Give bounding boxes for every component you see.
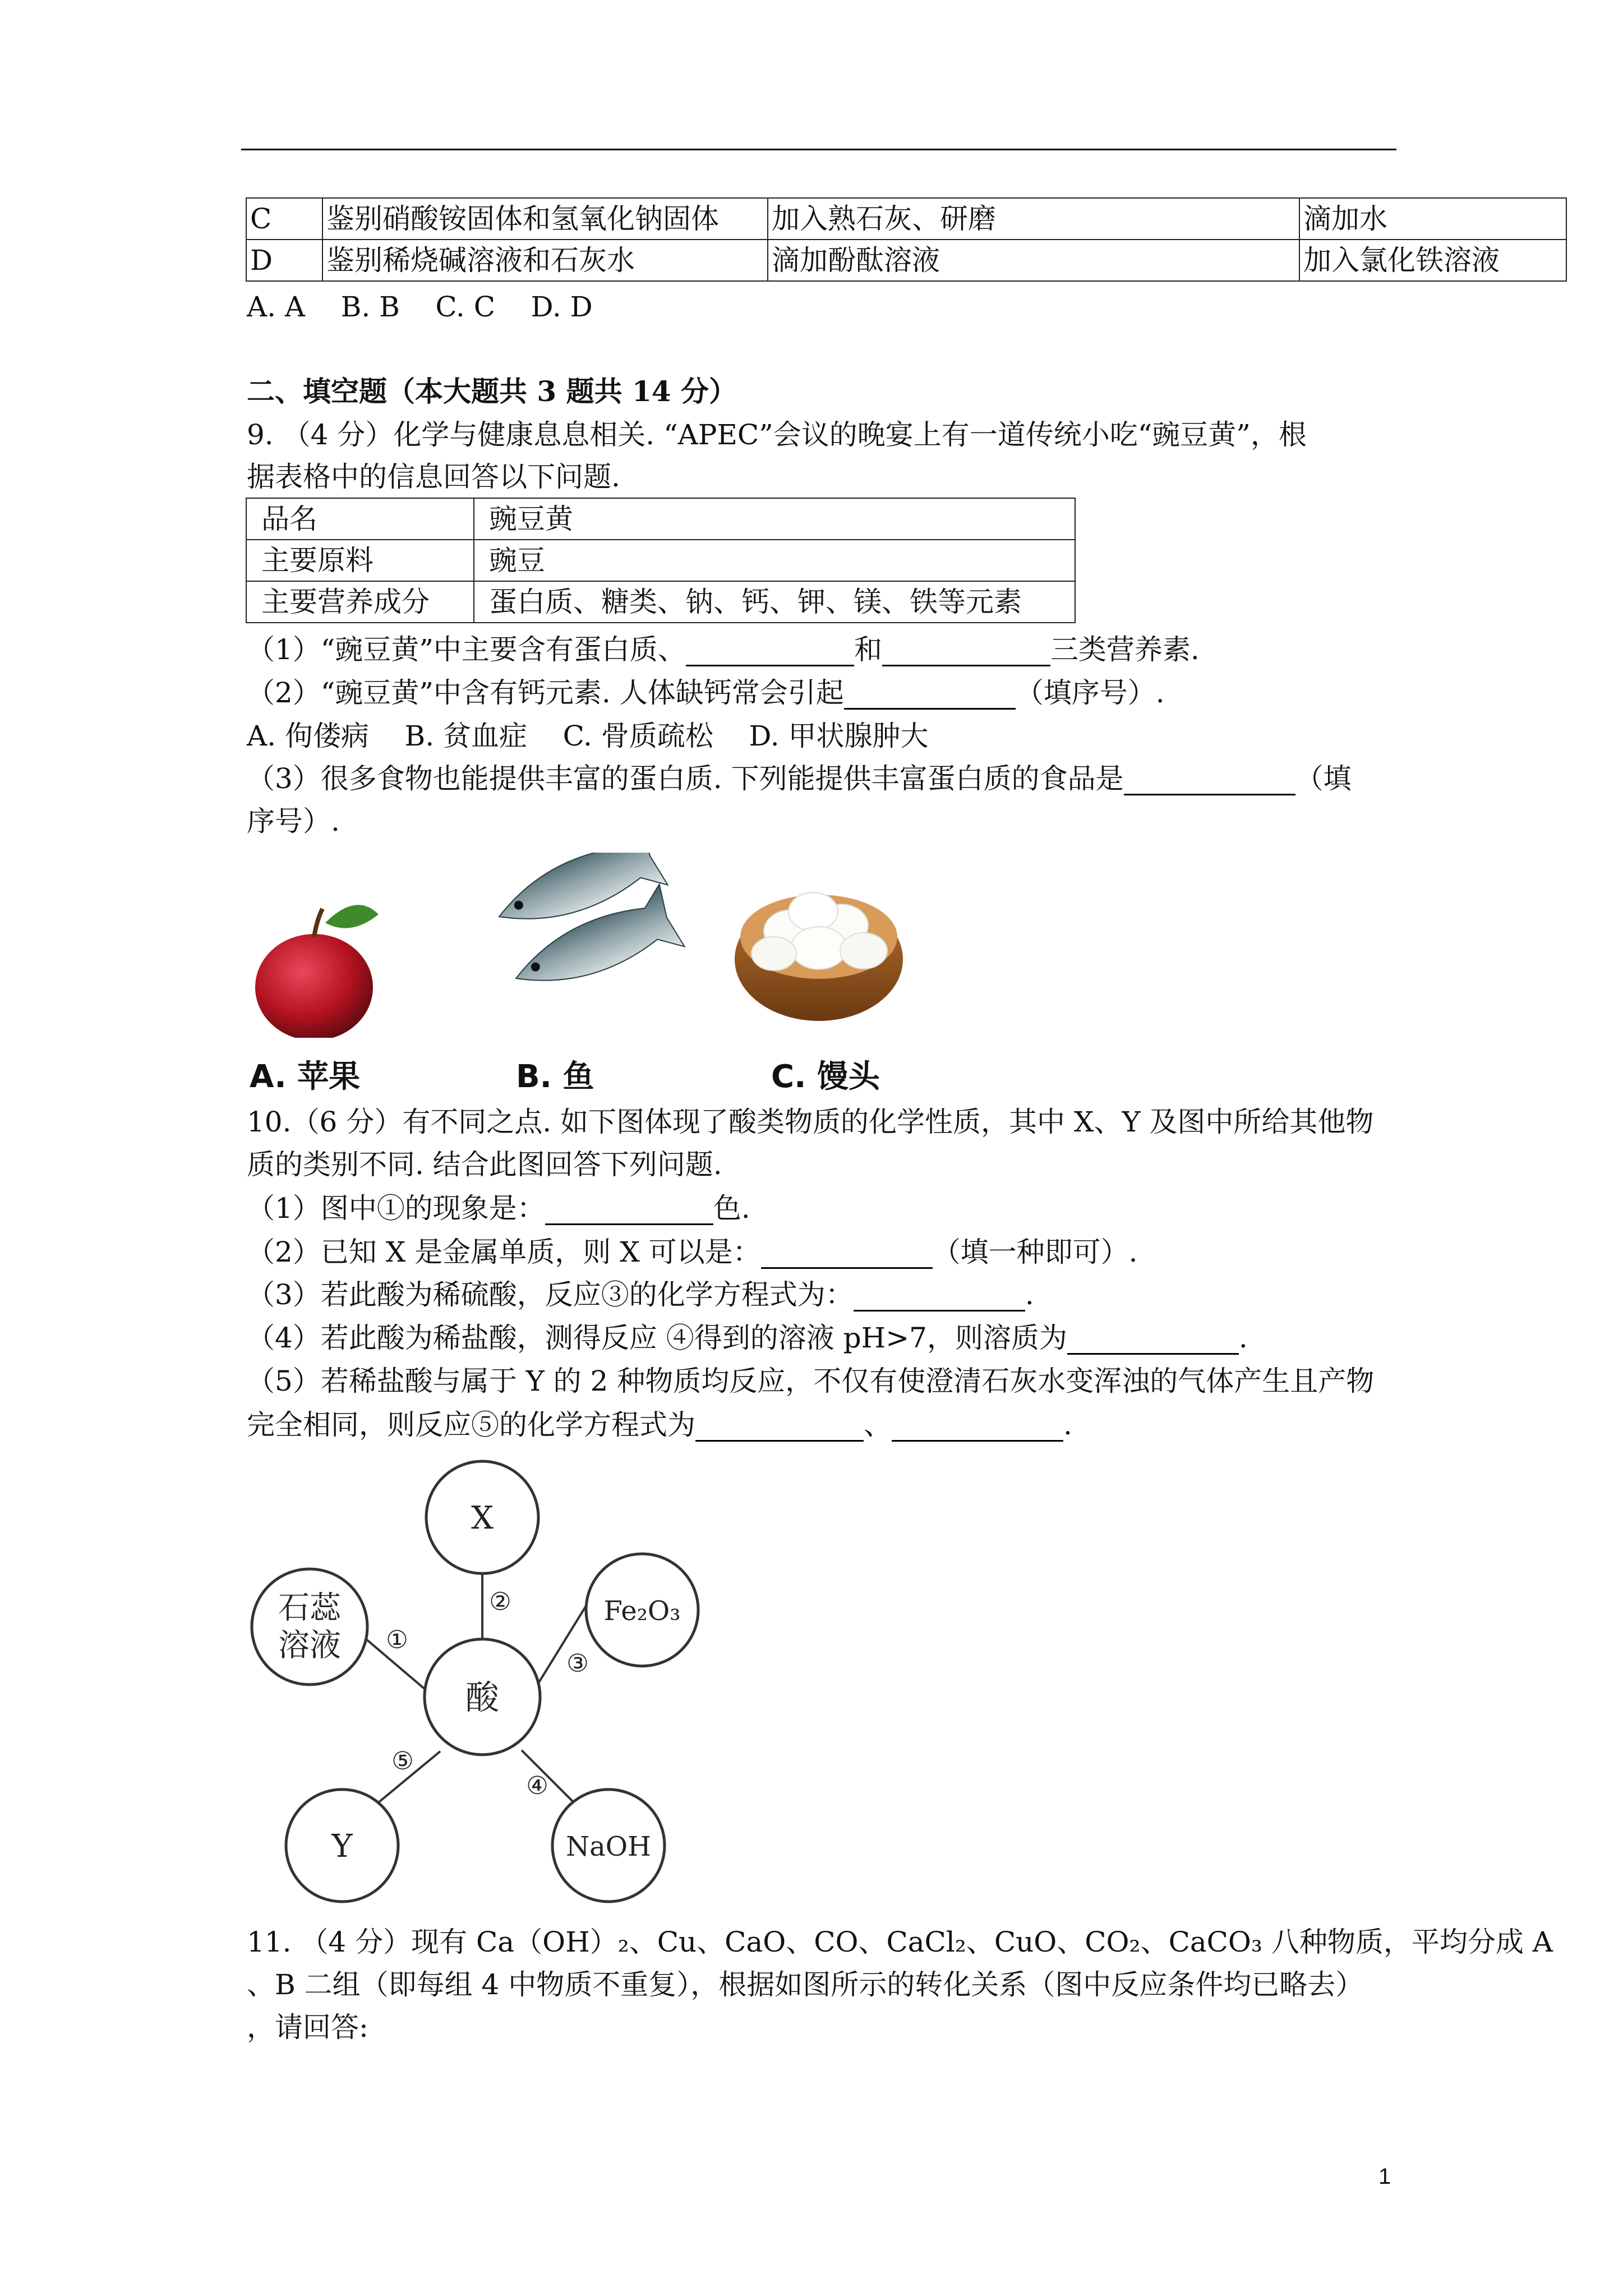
q10-part5-end: . [1063, 1409, 1072, 1441]
q10-part5-line2 [247, 1408, 1072, 1442]
q10-part2 [247, 1235, 1137, 1269]
answer-blank[interactable] [761, 1240, 933, 1269]
q10-stem-line1: 10.（6 分）有不同之点. 如下图体现了酸类物质的化学性质，其中 X、Y 及图中所给其他物 [247, 1106, 1374, 1138]
q9-part2-text: （2）“豌豆黄”中含有钙元素. 人体缺钙常会引起 [247, 677, 844, 709]
edge-label-5: ⑤ [391, 1747, 414, 1775]
q8-method-2: 加入氯化铁溶液 [1299, 240, 1566, 281]
q11-line2: 、B 二组（即每组 4 中物质不重复），根据如图所示的转化关系（图中反应条件均已略去） [247, 1968, 1364, 2001]
q10-part1-end: 色. [713, 1192, 750, 1225]
steamed-bun-image [735, 892, 903, 1021]
q10-part3 [247, 1278, 1034, 1312]
table-key: 主要营养成分 [246, 581, 474, 623]
q8-method-1: 滴加酚酞溶液 [768, 240, 1299, 281]
q9-info-table [246, 498, 1076, 623]
food-caption-fish: B. 鱼 [516, 1059, 594, 1095]
node-naoh-label: NaOH [566, 1831, 651, 1862]
table-row [246, 581, 1075, 623]
q10-stem-line2: 质的类别不同. 结合此图回答下列问题. [247, 1148, 722, 1181]
q10-part2-end: （填一种即可）. [932, 1236, 1138, 1268]
q9-part3-line2: 序号）. [247, 805, 340, 838]
q10-part3-end: . [1025, 1278, 1034, 1311]
header-rule [241, 149, 1396, 150]
node-litmus [252, 1569, 367, 1685]
edge-label-4: ④ [526, 1772, 548, 1800]
q9-part2-end: （填序号）. [1015, 677, 1165, 709]
q8-option: C [246, 198, 322, 240]
q9-stem-line1: 9. （4 分）化学与健康息息相关. “APEC”会议的晚宴上有一道传统小吃“豌豆黄”，根 [247, 418, 1307, 451]
q10-part3-text: （3）若此酸为稀硫酸，反应③的化学方程式为： [247, 1278, 854, 1311]
node-litmus-label-1: 石蕊 [278, 1590, 341, 1626]
q9-part1-end: 三类营养素. [1050, 633, 1200, 666]
answer-blank[interactable] [545, 1197, 713, 1225]
table-row [246, 540, 1075, 581]
node-acid-label: 酸 [465, 1678, 499, 1718]
node-y-label: Y [331, 1828, 353, 1865]
q9-part3 [247, 762, 1352, 795]
food-caption-apple: A. 苹果 [250, 1059, 361, 1095]
q9-part2 [247, 676, 1165, 710]
answer-blank[interactable] [892, 1413, 1063, 1442]
table-value: 蛋白质、糖类、钠、钙、钾、镁、铁等元素 [474, 581, 1075, 623]
answer-blank[interactable] [854, 1283, 1025, 1312]
q9-part1 [247, 633, 1200, 666]
fish-image [486, 853, 684, 1010]
q9-part1-text: （1）“豌豆黄”中主要含有蛋白质、 [247, 633, 686, 666]
q11-line3: ，请回答: [247, 2011, 368, 2044]
answer-blank[interactable] [686, 638, 854, 666]
q9-part1-and: 和 [854, 633, 882, 666]
q10-part5-sep: 、 [864, 1409, 892, 1441]
edge-label-3: ③ [566, 1649, 589, 1678]
q8-goal: 鉴别硝酸铵固体和氢氧化钠固体 [322, 198, 768, 240]
q10-part2-text: （2）已知 X 是金属单质，则 X 可以是： [247, 1236, 761, 1268]
q9-part3-text: （3）很多食物也能提供丰富的蛋白质. 下列能提供丰富蛋白质的食品是 [247, 762, 1124, 795]
q8-method-2: 滴加水 [1299, 198, 1566, 240]
acid-property-diagram [241, 1447, 735, 1913]
answer-blank[interactable] [695, 1413, 864, 1442]
table-row [246, 198, 1566, 240]
table-value: 豌豆黄 [474, 498, 1075, 540]
q8-method-1: 加入熟石灰、研磨 [768, 198, 1299, 240]
section-title: 二、填空题（本大题共 3 题共 14 分） [247, 375, 737, 408]
table-row [246, 240, 1566, 281]
table-row [246, 498, 1075, 540]
answer-blank[interactable] [1124, 767, 1295, 795]
q8-option: D [246, 240, 322, 281]
node-litmus-label-2: 溶液 [278, 1627, 341, 1664]
node-x-label: X [471, 1500, 494, 1536]
table-value: 豌豆 [474, 540, 1075, 581]
q10-part4 [247, 1321, 1248, 1355]
q9-stem-line2: 据表格中的信息回答以下问题. [247, 461, 620, 493]
apple-image [255, 905, 379, 1038]
answer-blank[interactable] [1067, 1326, 1239, 1355]
food-caption-bun: C. 馒头 [771, 1059, 880, 1095]
q10-part4-text: （4）若此酸为稀盐酸，测得反应 ④得到的溶液 pH>7，则溶质为 [247, 1322, 1067, 1354]
q11-line1: 11. （4 分）现有 Ca（OH）₂、Cu、CaO、CO、CaCl₂、CuO、CO₂、CaCO₃ 八种物质，平均分成 A [247, 1926, 1553, 1958]
q10-part4-end: . [1238, 1322, 1248, 1354]
q9-part2-choices: A. 佝偻病 B. 贫血症 C. 骨质疏松 D. 甲状腺肿大 [247, 720, 929, 752]
q8-goal: 鉴别稀烧碱溶液和石灰水 [322, 240, 768, 281]
answer-blank[interactable] [882, 638, 1050, 666]
page-number: 1 [1378, 2164, 1391, 2189]
answer-blank[interactable] [844, 681, 1016, 710]
q10-part1-text: （1）图中①的现象是： [247, 1192, 545, 1225]
q10-part1 [247, 1191, 750, 1225]
q8-choices: A. A B. B C. C D. D [247, 291, 593, 323]
edge-label-2: ② [489, 1588, 511, 1616]
q8-table [246, 197, 1567, 282]
table-key: 主要原料 [246, 540, 474, 581]
q10-part5-text: 完全相同，则反应⑤的化学方程式为 [247, 1409, 695, 1441]
food-images [241, 853, 970, 1038]
table-key: 品名 [246, 498, 474, 540]
node-fe2o3-label: Fe₂O₃ [603, 1595, 681, 1627]
q10-part5-line1: （5）若稀盐酸与属于 Y 的 2 种物质均反应，不仅有使澄清石灰水变浑浊的气体产生且产物 [247, 1365, 1375, 1397]
edge-acid-fe2o3 [532, 1598, 591, 1694]
edge-label-1: ① [386, 1626, 408, 1654]
q9-part3-end: （填 [1295, 762, 1352, 795]
